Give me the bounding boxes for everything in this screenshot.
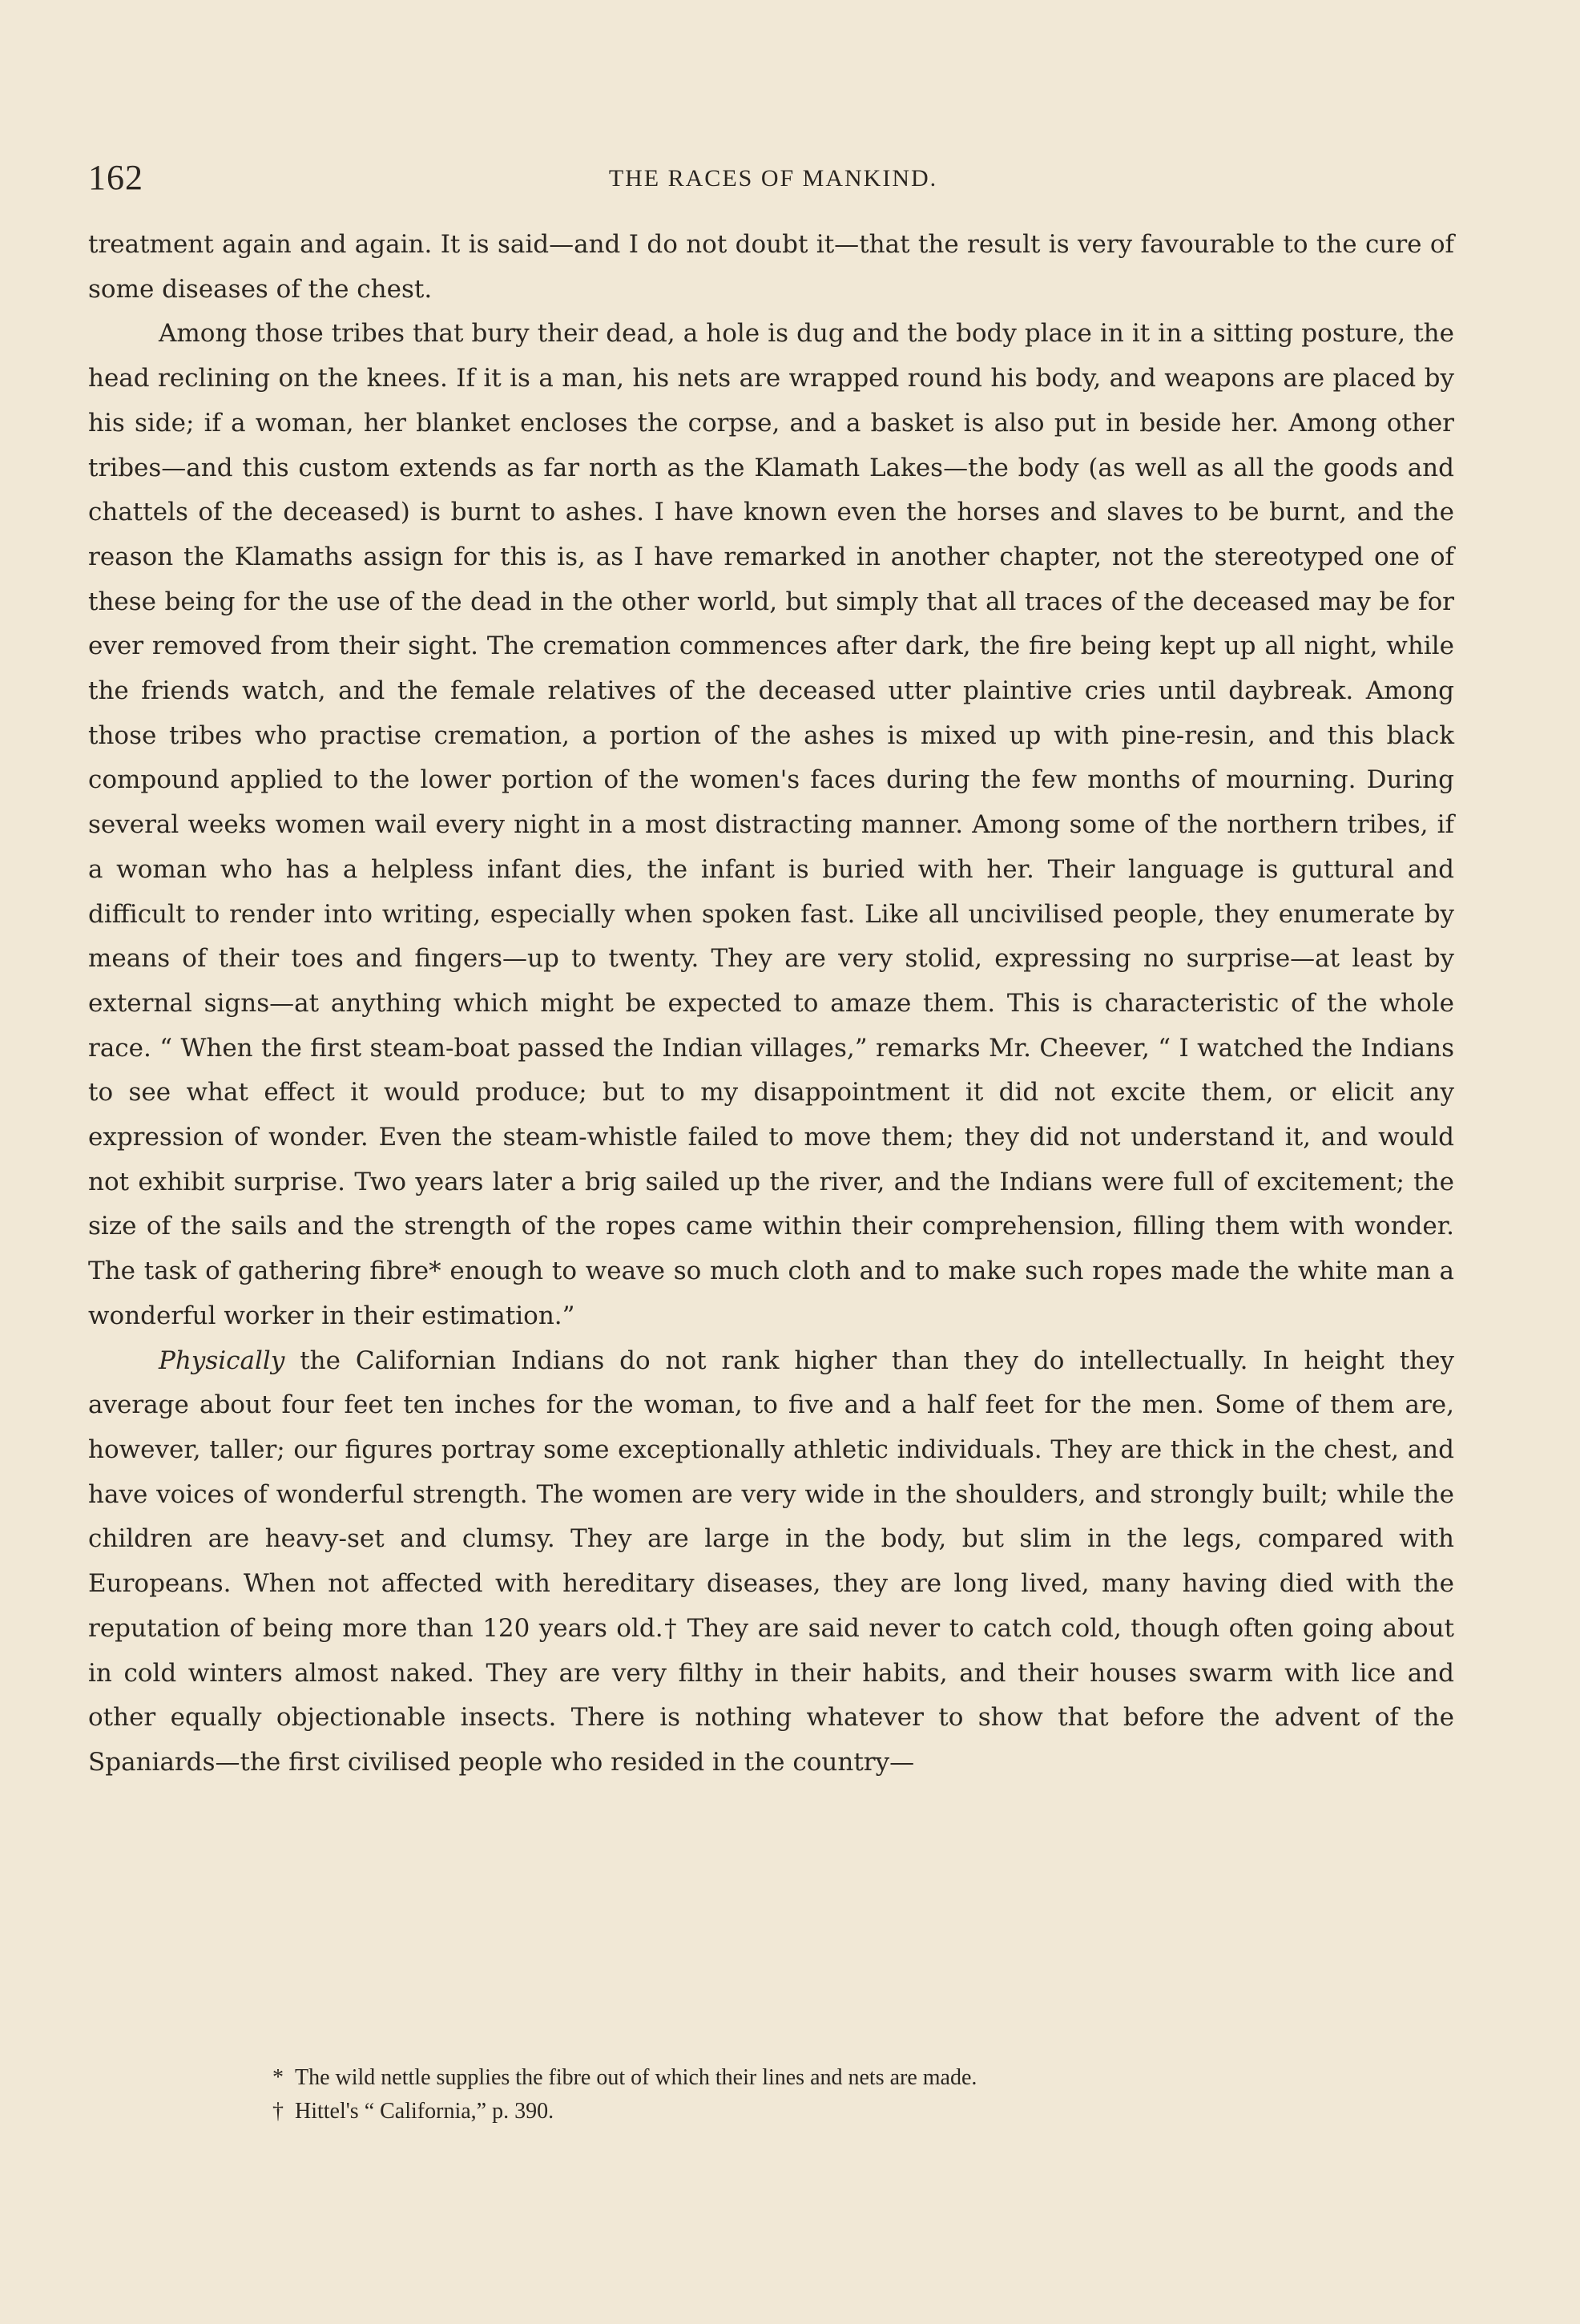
running-title: THE RACES OF MANKIND. bbox=[608, 165, 938, 192]
page-number: 162 bbox=[88, 158, 143, 197]
footnote-1 bbox=[272, 2061, 1394, 2095]
footnote-2 bbox=[272, 2095, 1394, 2128]
running-head bbox=[88, 157, 1454, 205]
paragraph-3-italic-lead: Physically bbox=[159, 1346, 285, 1375]
footnote-1-mark: * bbox=[272, 2065, 284, 2090]
paragraph-2: Among those tribes that bury their dead, a hole is dug and the body place in it in a sitting posture, the head reclining on the knees. If it is a man, his nets are wrapped round his body, and weapons are placed by his side; if a woman, her blanket encloses the corpse, and a basket is also put in beside her. Among other tribes—and this custom extends as far north as the Klamath Lakes—the body (as well as all the goods and chattels of the deceased) is burnt to ashes. I have known even the horses and slaves to be burnt, and the reason the Klamaths assign for this is, as I have remarked in another chapter, not the stereotyped one of these being for the use of the dead in the other world, but simply that all traces of the deceased may be for ever removed from their sight. The cremation commences after dark, the fire being kept up all night, while the friends watch, and the female relatives of the deceased utter plaintive cries until daybreak. Among those tribes who practise cremation, a portion of the ashes is mixed up with pine-resin, and this black compound applied to the lower portion of the women's faces during the few months of mourning. During several weeks women wail every night in a most distracting manner. Among some of the northern tribes, if a woman who has a helpless infant dies, the infant is buried with her. Their language is guttural and difficult to render into writing, especially when spoken fast. Like all uncivilised people, they enumerate by means of their toes and fingers—up to twenty. They are very stolid, expressing no surprise—at least by external signs—at anything which might be expected to amaze them. This is characteristic of the whole race. “ When the first steam-boat passed the Indian villages,” remarks Mr. Cheever, “ I watched the Indians to see what effect it would produce; but to my disappointment it did not excite them, or elicit any expression of wonder. Even the steam-whistle failed to move them; they did not understand it, and would not exhibit surprise. Two years later a brig sailed up the river, and the Indians were full of excitement; the size of the sails and the strength of the ropes came within their comprehension, filling them with wonder. The task of gathering fibre* enough to weave so much cloth and to make such ropes made the white man a wonderful worker in their estimation.” bbox=[88, 319, 1454, 1330]
paragraph-3 bbox=[88, 1339, 1454, 1785]
footnotes bbox=[272, 2061, 1394, 2128]
book-page bbox=[88, 128, 1454, 2292]
body-text bbox=[88, 223, 1454, 1785]
footnote-2-mark: † bbox=[272, 2099, 284, 2124]
paragraph-3-text: the Californian Indians do not rank higher than they do intellectually. In height they average about four feet ten inches for the woman, to five and a half feet for the men. Some of them are, however, taller; our figures portray some exceptionally athletic individuals. They are thick in the chest, and have voices of wonderful strength. The women are very wide in the shoulders, and strongly built; while the children are heavy-set and clumsy. They are large in the body, but slim in the legs, compared with Europeans. When not affected with hereditary diseases, they are long lived, many having died with the reputation of being more than 120 years old.† They are said never to catch cold, though often going about in cold winters almost naked. They are very filthy in their habits, and their houses swarm with lice and other equally objectionable insects. There is nothing whatever to show that before the advent of the Spaniards—the first civilised people who resided in the country— bbox=[88, 1346, 1454, 1777]
footnote-1-text: The wild nettle supplies the fibre out of which their lines and nets are made. bbox=[295, 2065, 977, 2090]
paragraph-1: treatment again and again. It is said—and I do not doubt it—that the result is very favourable to the cure of some diseases of the chest. bbox=[88, 230, 1454, 304]
footnote-2-text: Hittel's “ California,” p. 390. bbox=[295, 2099, 554, 2124]
